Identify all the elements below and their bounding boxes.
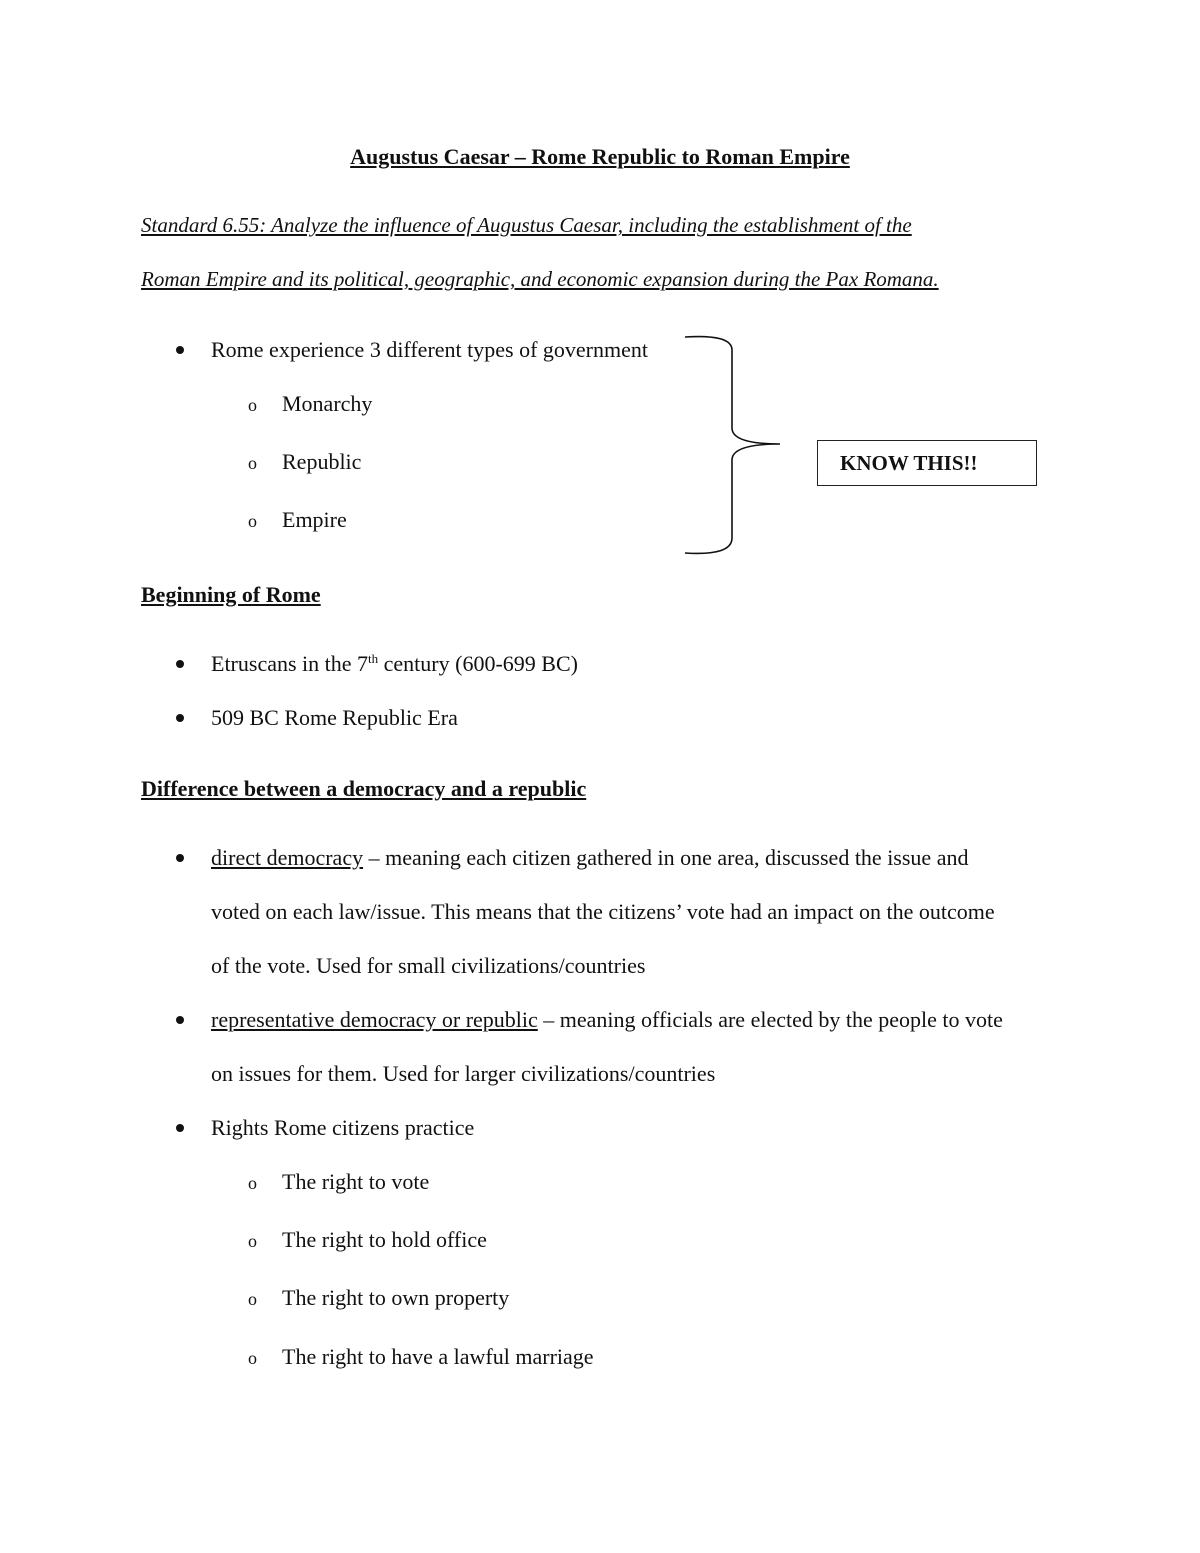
representative-line-2: on issues for them. Used for larger civilizations/countries bbox=[211, 1061, 716, 1086]
bullet-icon bbox=[176, 1016, 184, 1024]
representative-definition: – meaning officials are elected by the people to vote bbox=[537, 1007, 1003, 1032]
sub-bullet-icon: o bbox=[248, 1348, 257, 1368]
government-type-monarchy: Monarchy bbox=[282, 391, 373, 416]
standard-line-1: Standard 6.55: Analyze the influence of Augustus Caesar, including the establishment of the bbox=[141, 213, 912, 237]
government-type-republic: Republic bbox=[282, 449, 362, 474]
representative-line-1 bbox=[211, 1009, 1003, 1031]
direct-democracy-definition: – meaning each citizen gathered in one area, discussed the issue and bbox=[363, 845, 969, 870]
difference-heading: Difference between a democracy and a republic bbox=[141, 776, 587, 801]
right-item: The right to have a lawful marriage bbox=[282, 1344, 594, 1369]
direct-democracy-line-2: voted on each law/issue. This means that the citizens’ vote had an impact on the outcome bbox=[211, 899, 995, 924]
sub-bullet-icon: o bbox=[248, 1173, 257, 1193]
bullet-icon bbox=[176, 660, 184, 668]
standard-line-2: Roman Empire and its political, geographic, and economic expansion during the Pax Romana. bbox=[141, 267, 939, 291]
beginning-heading: Beginning of Rome bbox=[141, 582, 321, 607]
sub-bullet-icon: o bbox=[248, 1289, 257, 1309]
direct-democracy-term: direct democracy bbox=[211, 845, 364, 870]
sub-bullet-icon: o bbox=[248, 453, 257, 473]
etruscans-item bbox=[211, 653, 578, 675]
right-item: The right to own property bbox=[282, 1285, 510, 1310]
government-intro: Rome experience 3 different types of government bbox=[211, 337, 648, 362]
sub-bullet-icon: o bbox=[248, 511, 257, 531]
direct-democracy-line-3: of the vote. Used for small civilizations/countries bbox=[211, 953, 646, 978]
bullet-icon bbox=[176, 1124, 184, 1132]
bullet-icon bbox=[176, 854, 184, 862]
etruscans-century: century (600-699 BC) bbox=[378, 651, 578, 676]
government-type-empire: Empire bbox=[282, 507, 347, 532]
representative-term: representative democracy or republic bbox=[211, 1007, 538, 1032]
ordinal-superscript: th bbox=[368, 651, 379, 666]
bullet-icon bbox=[176, 714, 184, 722]
page-title: Augustus Caesar – Rome Republic to Roman Empire bbox=[350, 144, 850, 169]
right-item: The right to vote bbox=[282, 1169, 430, 1194]
know-this-callout: KNOW THIS!! bbox=[817, 440, 1037, 486]
rights-intro: Rights Rome citizens practice bbox=[211, 1115, 475, 1140]
right-item: The right to hold office bbox=[282, 1227, 487, 1252]
sub-bullet-icon: o bbox=[248, 1231, 257, 1251]
republic-era-item: 509 BC Rome Republic Era bbox=[211, 705, 458, 730]
sub-bullet-icon: o bbox=[248, 395, 257, 415]
etruscans-text: Etruscans in the 7 bbox=[211, 651, 369, 676]
direct-democracy-line-1 bbox=[211, 847, 968, 869]
